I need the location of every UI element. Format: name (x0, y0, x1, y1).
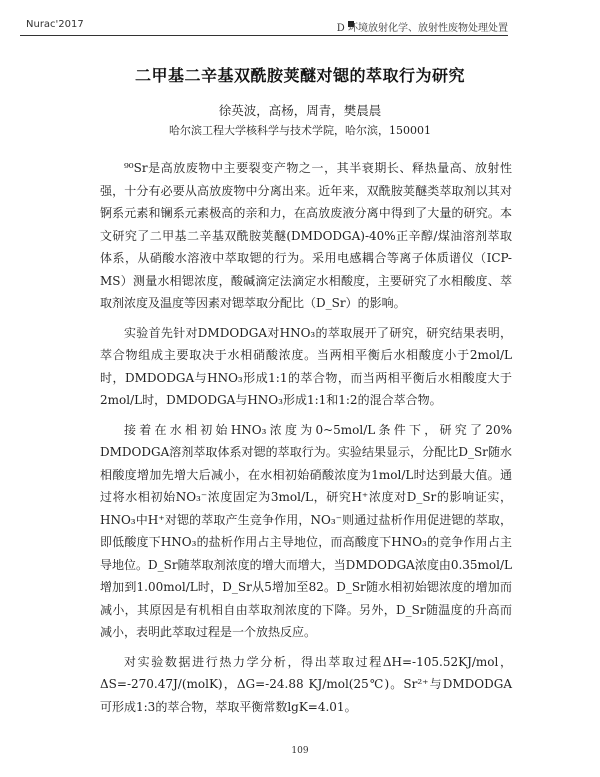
affiliation: 哈尔滨工程大学核科学与技术学院，哈尔滨，150001 (169, 124, 431, 137)
header-divider (20, 35, 508, 36)
paper-title: 二甲基二辛基双酰胺荚醚对锶的萃取行为研究 (134, 66, 465, 85)
abstract-body (100, 157, 512, 725)
paragraph-hno3-extraction: 实验首先针对DMDODGA对HNO₃的萃取展开了研究，研究结果表明，萃合物组成主要取决于水相硝酸浓度。当两相平衡后水相酸度小于2mol/L时，DMDODGA与HNO₃形成1:1的萃合物，而当两相平衡后水相酸度大于2mol/L时，DMDODGA与HNO₃形成1:1和1:2的混合萃合物。 (100, 325, 512, 407)
journal-header: Nurac'2017 (26, 19, 84, 30)
author-list: 徐英波，高杨，周青，樊晨晨 (218, 103, 382, 118)
paragraph-intro: ⁹⁰Sr是高放废物中主要裂变产物之一，其半衰期长、释热量高、放射性强，十分有必要从高放废物中分离出来。近年来，双酰胺荚醚类萃取剂以其对锕系元素和镧系元素极高的亲和力，在高放废液分离中得到了大量的研究。本文研究了二甲基二辛基双酰胺荚醚(DMDODGA)-40%正辛醇/煤油溶剂萃取体系，从硝酸水溶液中萃取锶的行为。采用电感耦合等离子体质谱仪（ICP-MS）测量水相锶浓度，酸碱滴定法滴定水相酸度，主要研究了水相酸度、萃取剂浓度及温度等因素对锶萃取分配比（D_Sr）的影响。 (100, 161, 512, 310)
page-number: 109 (291, 746, 309, 756)
paragraph-thermodynamics: 对实验数据进行热力学分析，得出萃取过程ΔH=-105.52KJ/mol，ΔS=-270.47J/(molK)，ΔG=-24.88 KJ/mol(25℃)。Sr²⁺与DMDODGA可形成1:3的萃合物，萃取平衡常数lgK=4.01。 (100, 654, 512, 714)
section-header: D 环境放射化学、放射性废物处理处置 (336, 23, 508, 34)
paragraph-sr-extraction: 接着在水相初始HNO₃浓度为0~5mol/L条件下，研究了20% DMDODGA溶剂萃取体系对锶的萃取行为。实验结果显示，分配比D_Sr随水相酸度增加先增大后减小，在水相初始硝酸浓度为1mol/L时达到最大值。通过将水相初始NO₃⁻浓度固定为3mol/L，研究H⁺浓度对D_Sr的影响证实，HNO₃中H⁺对锶的萃取产生竞争作用，NO₃⁻则通过盐析作用促进锶的萃取，即低酸度下HNO₃的盐析作用占主导地位，而高酸度下HNO₃的竞争作用占主导地位。D_Sr随萃取剂浓度的增大而增大，当DMDODGA浓度由0.35mol/L增加到1.00mol/L时，D_Sr从5增加至82。D_Sr随水相初始锶浓度的增加而减小，其原因是有机相自由萃取剂浓度的下降。另外，D_Sr随温度的升高而减小，表明此萃取过程是一个放热反应。 (100, 422, 512, 639)
